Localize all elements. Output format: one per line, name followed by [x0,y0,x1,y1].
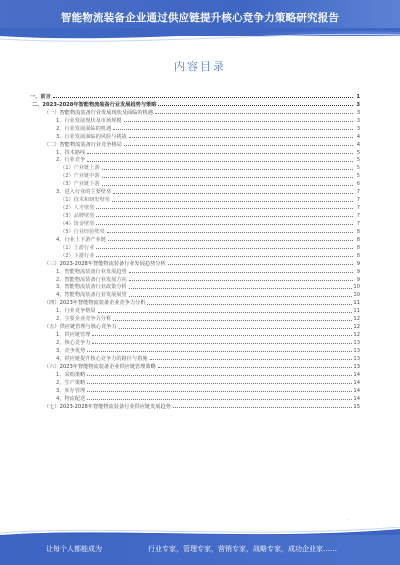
toc-leader-dots [92,343,352,344]
toc-entry-page: 13 [353,363,360,370]
toc-leader-dots [158,367,353,368]
toc-entry-page: 3 [356,101,360,108]
toc-leader-dots [87,351,352,352]
toc-entry-page: 8 [356,252,360,259]
toc-leader-dots [53,97,353,98]
toc-entry-page: 7 [356,189,360,196]
footer-slogan: 让每个人都能成为 [46,545,102,553]
toc-leader-dots [107,232,353,233]
toc-entry-label: 1、技术路线 [56,149,86,156]
toc-entry-page: 5 [356,149,360,156]
footer-tagline: 行业专家，管理专家，营销专家，战略专家，成功企业家…… [148,545,337,553]
toc-entry-label: 3、库存管理 [56,387,86,394]
toc-entry-page: 11 [353,300,360,307]
toc-leader-dots [113,320,352,321]
toc-entry-label: （1）上游行业 [60,244,95,251]
toc-entry-page: 13 [353,355,360,362]
toc-entry-label: 1、行业竞争格局 [56,308,96,315]
toc-entry[interactable] [30,235,360,243]
toc-leader-dots [173,407,353,408]
toc-leader-dots [129,288,353,289]
toc-leader-dots [129,280,353,281]
toc-entry[interactable] [30,140,360,148]
toc-entry-label: （三）2023-2028年智能物流装备行业发展趋势分析 [44,260,166,267]
toc-entry[interactable] [30,124,360,132]
toc-entry-page: 10 [353,284,360,291]
toc-entry[interactable] [30,187,360,195]
toc-entry[interactable] [30,298,360,306]
toc-leader-dots [129,296,353,297]
toc-entry-label: 一、前言 [30,93,51,100]
toc-leader-dots [129,272,353,273]
toc-entry[interactable] [30,227,360,235]
toc-entry-page: 4 [356,141,360,148]
toc-entry[interactable] [30,100,360,108]
toc-leader-dots [168,264,353,265]
table-of-contents [30,92,360,410]
toc-entry[interactable] [30,306,360,314]
toc-entry-label: 2、行业竞争 [56,157,86,164]
toc-entry-label: 4、物流配送 [56,395,86,402]
toc-entry-page: 8 [356,236,360,243]
toc-leader-dots [108,240,353,241]
header-wave-decoration [0,28,400,48]
toc-entry-page: 12 [353,324,360,331]
toc-entry[interactable] [30,108,360,116]
toc-entry[interactable] [30,267,360,275]
toc-entry[interactable] [30,330,360,338]
toc-entry-label: （六）2023年智能物流装备企业供应链管理策略 [44,363,156,370]
toc-entry-page: 5 [356,157,360,164]
toc-entry-label: （5）行业经验壁垒 [60,228,105,235]
toc-entry-page: 6 [356,181,360,188]
toc-entry-page: 7 [356,213,360,219]
toc-entry[interactable] [30,346,360,354]
toc-leader-dots [124,145,353,146]
toc-leader-dots [96,248,353,249]
toc-entry[interactable] [30,338,360,346]
toc-leader-dots [96,208,353,209]
toc-entry[interactable] [30,156,360,164]
toc-entry-label: 3、进入行业的主要壁垒 [56,189,112,196]
toc-entry-page: 12 [353,316,360,323]
toc-leader-dots [98,312,353,313]
toc-entry-label: （2）产业链中游 [60,173,100,180]
toc-entry[interactable] [30,283,360,291]
toc-entry-page: 14 [353,395,360,402]
toc-entry-label: 2、行业发展面临的机遇 [56,125,112,132]
toc-leader-dots [158,105,353,106]
toc-entry[interactable] [30,148,360,156]
footer-band [0,535,400,565]
toc-entry-page: 14 [353,387,360,394]
toc-leader-dots [87,391,352,392]
toc-entry-label: 4、智能物流装备行业发展展望 [56,292,127,299]
toc-entry-page: 3 [356,109,360,116]
toc-entry-page: 5 [356,173,360,180]
toc-leader-dots [147,304,352,305]
toc-entry-label: 2、生产策略 [56,379,86,386]
toc-entry-page: 9 [356,260,360,267]
toc-entry-page: 1 [356,93,360,100]
toc-entry-label: （二）智能物流装备行业竞争格局 [44,141,122,148]
toc-entry-label: 1、智能物流装备行业发展趋势 [56,268,127,275]
toc-entry[interactable] [30,275,360,283]
toc-leader-dots [87,153,353,154]
toc-entry-page: 13 [353,340,360,346]
toc-entry-page: 10 [353,292,360,299]
toc-leader-dots [119,328,353,329]
toc-entry[interactable] [30,195,360,203]
toc-entry-page: 7 [356,220,360,227]
toc-entry[interactable] [30,92,360,100]
toc-entry-page: 5 [356,165,360,172]
toc-entry-page: 14 [353,371,360,378]
toc-entry-label: （1）产业链上游 [60,165,100,172]
toc-entry-page: 8 [356,244,360,251]
toc-entry[interactable] [30,203,360,211]
toc-entry-page: 12 [353,332,360,339]
toc-leader-dots [124,121,353,122]
toc-entry[interactable] [30,259,360,267]
toc-entry-page: 13 [353,347,360,354]
toc-entry[interactable] [30,163,360,171]
toc-entry-label: 4、行业上下游产业链 [56,236,106,243]
toc-leader-dots [92,335,352,336]
toc-entry-label: 二、2023-2028年智能物流装备行业发展趋势与策略 [32,101,157,108]
toc-entry-page: 4 [356,133,360,140]
page-dot: · [348,517,350,523]
toc-entry-page: 9 [356,268,360,275]
toc-entry-label: （2）人才壁垒 [60,205,95,212]
toc-entry-label: 2、核心竞争力 [56,340,91,346]
toc-entry-page: 9 [356,276,360,283]
toc-entry[interactable] [30,116,360,124]
toc-entry-page: 3 [356,125,360,132]
toc-entry[interactable] [30,362,360,370]
toc-entry-label: （一）智能物流装备行业发展现状及面临的机遇 [44,109,153,116]
toc-entry[interactable] [30,211,360,219]
toc-leader-dots [112,201,353,202]
toc-leader-dots [129,137,353,138]
toc-entry-page: 15 [353,403,360,410]
toc-leader-dots [87,161,353,162]
toc-entry-label: （五）供应链管理与核心竞争力 [44,324,117,331]
toc-heading: 内容目录 [174,60,226,73]
toc-entry[interactable] [30,322,360,330]
toc-entry-label: （1）技术和研发壁垒 [60,197,110,204]
toc-entry[interactable] [30,290,360,298]
toc-entry-page: 14 [353,379,360,386]
toc-entry[interactable] [30,402,360,410]
toc-entry-label: 3、智能物流装备行业政策分析 [56,284,127,291]
toc-entry-label: 4、供应链提升核心竞争力的路径与措施 [56,355,148,362]
toc-leader-dots [87,375,352,376]
toc-leader-dots [87,383,352,384]
toc-entry-label: （3）品牌壁垒 [60,213,95,219]
toc-entry[interactable] [30,354,360,362]
toc-entry-label: （3）产业链下游 [60,181,100,188]
toc-entry-label: （4）资金壁垒 [60,220,95,227]
toc-entry[interactable] [30,251,360,259]
toc-entry-label: 1、采购策略 [56,371,86,378]
toc-entry-label: 1、供应链管理 [56,332,91,339]
toc-entry[interactable] [30,179,360,187]
toc-entry-label: （四）2023年智能物流装备企业竞争力分析 [44,300,146,307]
toc-leader-dots [102,177,353,178]
toc-leader-dots [113,193,353,194]
toc-leader-dots [155,113,353,114]
toc-entry[interactable] [30,314,360,322]
toc-entry-label: （七）2023-2028年智能物流装备行业供应链发展趋势 [44,403,171,410]
toc-entry-label: （2）下游行业 [60,252,95,259]
toc-entry-label: 3、行业发展面临的风险与挑战 [56,133,127,140]
toc-leader-dots [102,169,353,170]
toc-entry[interactable] [30,132,360,140]
toc-entry-label: 3、竞争优势 [56,347,86,354]
toc-leader-dots [96,216,353,217]
toc-entry-page: 7 [356,205,360,212]
toc-entry-label: 1、行业发展现状及市场规模 [56,117,122,124]
toc-entry-label: 2、智能物流装备行业发展方向 [56,276,127,283]
toc-entry[interactable] [30,386,360,394]
toc-entry-page: 11 [353,308,360,315]
toc-entry[interactable] [30,243,360,251]
toc-leader-dots [96,256,353,257]
toc-entry[interactable] [30,219,360,227]
toc-leader-dots [150,359,353,360]
toc-entry[interactable] [30,171,360,179]
toc-entry[interactable] [30,378,360,386]
toc-entry-label: 2、主要企业竞争力分析 [56,316,112,323]
toc-entry-page: 7 [356,197,360,204]
toc-entry[interactable] [30,370,360,378]
toc-entry[interactable] [30,394,360,402]
report-title: 智能物流装备企业通过供应链提升核心竞争力策略研究报告 [60,12,340,24]
toc-leader-dots [96,224,353,225]
toc-leader-dots [87,399,352,400]
toc-entry-page: 8 [356,228,360,235]
toc-leader-dots [113,129,353,130]
toc-leader-dots [102,185,353,186]
toc-entry-page: 3 [356,117,360,124]
